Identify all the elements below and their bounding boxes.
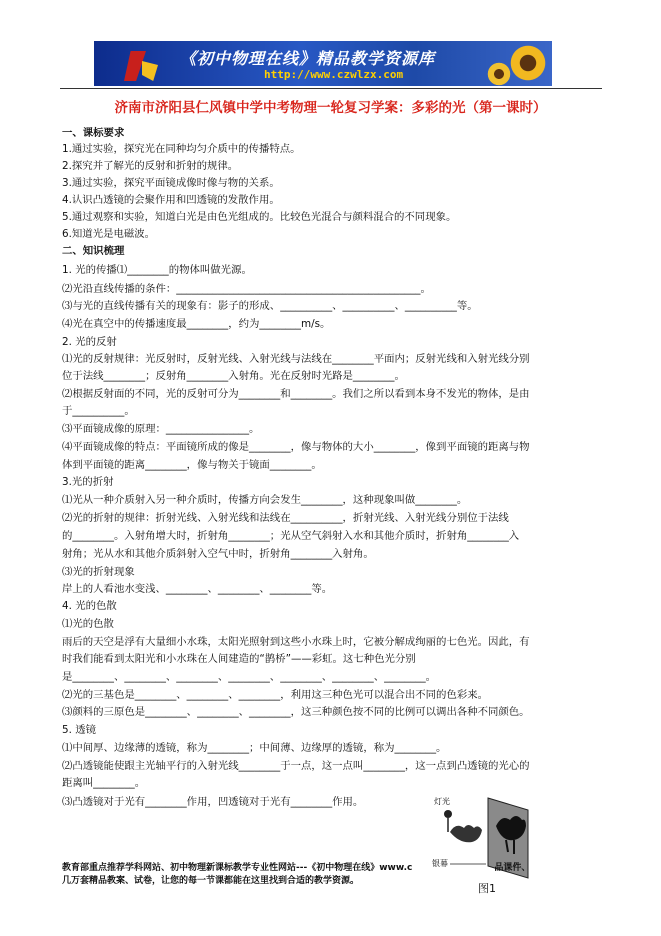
page-footer: [62, 862, 530, 888]
text-line: ⑷平面镜成像的特点：平面镜所成的像是________，像与物体的大小________，像到平面镜的距离与物: [62, 441, 530, 453]
text-line: 射角；光从水和其他介质斜射入空气中时，折射角________入射角。: [62, 548, 374, 560]
text-line: 体到平面镜的距离________，像与物关于镜面________。: [62, 459, 322, 471]
text-line: ⑶光的折射现象: [62, 566, 135, 578]
text-line: ⑵光沿直线传播的条件：_______________________________________________。: [62, 283, 431, 295]
text-line: ⑶颜料的三原色是________、________、________，这三种颜色按不同的比例可以调出各种不同颜色。: [62, 706, 530, 718]
sunflower-icon: [508, 43, 548, 83]
text-line: 1.通过实验，探究光在同种均匀介质中的传播特点。: [62, 143, 301, 155]
text-line: ⑴光的反射规律：光反射时，反射光线、入射光线与法线在________平面内；反射光线和入射光线分别: [62, 353, 530, 365]
text-line: 于__________。: [62, 405, 135, 417]
banner-title: 《初中物理在线》精品教学资源库: [180, 49, 436, 68]
text-line: 是________、________、________、________、________、________、________。: [62, 671, 437, 683]
document-title: 济南市济阳县仁风镇中学中考物理一轮复习学案：多彩的光（第一课时）: [114, 100, 547, 116]
text-line: 距离叫________。: [62, 777, 146, 789]
figure-label-screen: 银幕: [432, 859, 448, 868]
text-line: ⑵光的折射的规律：折射光线、入射光线和法线在__________，折射光线、入射光线分别位于法线: [62, 512, 509, 524]
text-line: 5. 透镜: [62, 724, 96, 736]
text-line: 4.认识凸透镜的会聚作用和凹透镜的发散作用。: [62, 194, 280, 206]
header-banner: [94, 41, 552, 86]
text-line: ⑵光的三基色是________、________、________，利用这三种色光可以混合出不同的色彩来。: [62, 689, 489, 701]
text-line: ⑵凸透镜能使跟主光轴平行的入射光线________于一点，这一点叫________，这一点到凸透镜的光心的: [62, 760, 530, 772]
figure-label-lamp: 灯光: [434, 797, 450, 806]
text-line: 4. 光的色散: [62, 600, 117, 612]
text-line: 位于法线________；反射角________入射角。光在反射时光路是________。: [62, 370, 405, 382]
text-line: ⑴光的色散: [62, 618, 114, 630]
text-line: ⑷光在真空中的传播速度最________，约为________m/s。: [62, 318, 331, 330]
text-line: ⑵根据反射面的不同，光的反射可分为________和________。我们之所以看到本身不发光的物体，是由: [62, 388, 530, 400]
text-line: ⑶平面镜成像的原理：________________。: [62, 423, 260, 435]
text-line: 2.探究并了解光的反射和折射的规律。: [62, 160, 239, 172]
figure-caption: 图1: [478, 882, 496, 895]
footer-line-2: 几万套精品教案、试卷，让您的每一节课都能在这里找到合适的教学资源。: [62, 876, 360, 886]
text-line: 5.通过观察和实验，知道白光是由色光组成的。比较色光混合与颜料混合的不同现象。: [62, 211, 457, 223]
text-line: 3.通过实验，探究平面镜成像时像与物的关系。: [62, 177, 280, 189]
lamp-icon: [444, 810, 452, 832]
banner-url[interactable]: http://www.czwlzx.com: [264, 68, 404, 81]
text-line: ⑴光从一种介质射入另一种介质时，传播方向会发生________，这种现象叫做________。: [62, 494, 468, 506]
text-line: 3.光的折射: [62, 476, 114, 488]
text-line: 2. 光的反射: [62, 336, 117, 348]
text-line: ⑴中间厚、边缘薄的透镜，称为________；中间薄、边缘厚的透镜，称为________。: [62, 742, 447, 754]
header-divider: [60, 88, 602, 89]
text-line: 岸上的人看池水变浅、________、________、________等。: [62, 583, 333, 595]
site-logo-accent-icon: [142, 61, 158, 81]
text-line: 的________。入射角增大时，折射角________；光从空气斜射入水和其他介质时，折射角________入: [62, 530, 520, 542]
section-heading: 二、知识梳理: [62, 245, 125, 257]
footer-line-1-end: 品课件、: [494, 863, 531, 873]
section-heading: 一、课标要求: [62, 127, 125, 139]
text-line: ⑶凸透镜对于光有________作用，凹透镜对于光有________作用。: [62, 796, 364, 808]
text-line: ⑶与光的直线传播有关的现象有：影子的形成、__________、__________、__________等。: [62, 300, 478, 312]
text-line: 1. 光的传播⑴________的物体叫做光源。: [62, 264, 252, 276]
text-line: 时我们能看到太阳光和小水珠在人间建造的“鹊桥”——彩虹。这七种色光分别: [62, 653, 416, 665]
hand-shadow-icon: [450, 825, 482, 842]
footer-line-1: 教育部重点推荐学科网站、初中物理新课标教学专业性网站---《初中物理在线》www.c: [62, 863, 413, 873]
text-line: 雨后的天空是浮有大量细小水珠，太阳光照射到这些小水珠上时，它被分解成绚丽的七色光。因此，有: [62, 636, 530, 648]
text-line: 6.知道光是电磁波。: [62, 228, 156, 240]
